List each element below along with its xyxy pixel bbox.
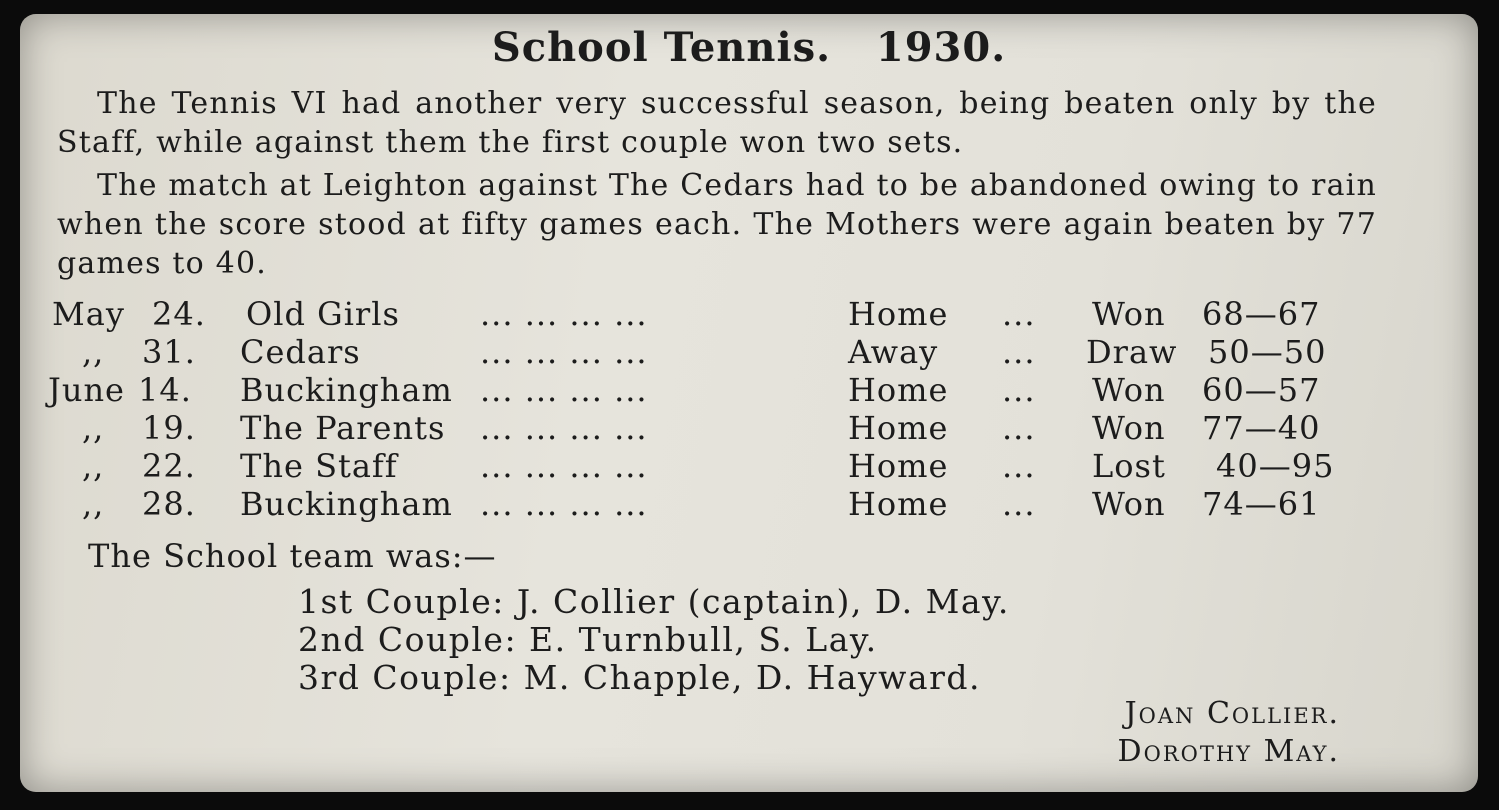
fixture-day: 24.	[152, 295, 206, 333]
page-title: School Tennis. 1930.	[491, 24, 1007, 71]
fixture-dots: ... ... ... ...	[480, 409, 648, 447]
fixture-opponent: Old Girls	[246, 295, 400, 333]
couple-line: 3rd Couple: M. Chapple, D. Hayward.	[298, 658, 981, 697]
fixture-result: Lost	[1092, 447, 1166, 485]
fixture-venue: Home	[848, 371, 949, 409]
fixture-day: 14.	[138, 371, 192, 409]
fixture-month: ,,	[82, 447, 105, 485]
fixture-separator: ...	[1002, 409, 1036, 447]
fixture-result: Draw	[1086, 333, 1178, 371]
fixture-month: ,,	[82, 409, 105, 447]
fixture-dots: ... ... ... ...	[480, 371, 648, 409]
paragraph-season: The Tennis VI had another very successful season, being beaten only by the Staff, while against them the first couple won two sets.	[57, 86, 1377, 160]
fixture-score: 40—95	[1216, 447, 1335, 485]
fixture-dots: ... ... ... ...	[480, 447, 648, 485]
fixture-separator: ...	[1002, 333, 1036, 371]
fixture-separator: ...	[1002, 371, 1036, 409]
fixture-score: 74—61	[1202, 485, 1321, 523]
fixture-result: Won	[1092, 371, 1166, 409]
couple-line: 1st Couple: J. Collier (captain), D. May.	[298, 582, 1010, 621]
fixture-score: 50—50	[1208, 333, 1327, 371]
fixture-month: ,,	[82, 485, 105, 523]
fixture-month: June	[48, 371, 125, 409]
fixture-day: 31.	[142, 333, 196, 371]
fixture-month: May	[52, 295, 125, 333]
fixture-separator: ...	[1002, 295, 1036, 333]
fixture-score: 77—40	[1202, 409, 1321, 447]
couple-line: 2nd Couple: E. Turnbull, S. Lay.	[298, 620, 878, 659]
paragraph-match: The match at Leighton against The Cedars had to be abandoned owing to rain when the score stood at fifty games each. The Mothers were again beaten by 77 games to 40.	[57, 168, 1377, 281]
fixture-opponent: Buckingham	[240, 371, 453, 409]
fixture-dots: ... ... ... ...	[480, 295, 648, 333]
fixture-result: Won	[1092, 409, 1166, 447]
fixture-dots: ... ... ... ...	[480, 333, 648, 371]
fixture-day: 28.	[142, 485, 196, 523]
fixture-venue: Home	[848, 485, 949, 523]
signature: Joan Collier.	[1124, 696, 1340, 731]
fixture-opponent: Buckingham	[240, 485, 453, 523]
fixture-score: 68—67	[1202, 295, 1321, 333]
fixture-venue: Home	[848, 447, 949, 485]
fixture-score: 60—57	[1202, 371, 1321, 409]
fixture-dots: ... ... ... ...	[480, 485, 648, 523]
fixture-opponent: The Staff	[240, 447, 398, 485]
signature: Dorothy May.	[1117, 734, 1340, 769]
fixture-opponent: The Parents	[240, 409, 446, 447]
fixture-result: Won	[1092, 295, 1166, 333]
team-intro: The School team was:—	[88, 537, 497, 575]
fixture-result: Won	[1092, 485, 1166, 523]
fixture-separator: ...	[1002, 447, 1036, 485]
fixture-month: ,,	[82, 333, 105, 371]
fixture-venue: Home	[848, 295, 949, 333]
page	[20, 14, 1478, 792]
fixture-venue: Away	[848, 333, 939, 371]
fixture-separator: ...	[1002, 485, 1036, 523]
fixture-venue: Home	[848, 409, 949, 447]
fixture-opponent: Cedars	[240, 333, 361, 371]
fixture-day: 19.	[142, 409, 196, 447]
fixture-day: 22.	[142, 447, 196, 485]
